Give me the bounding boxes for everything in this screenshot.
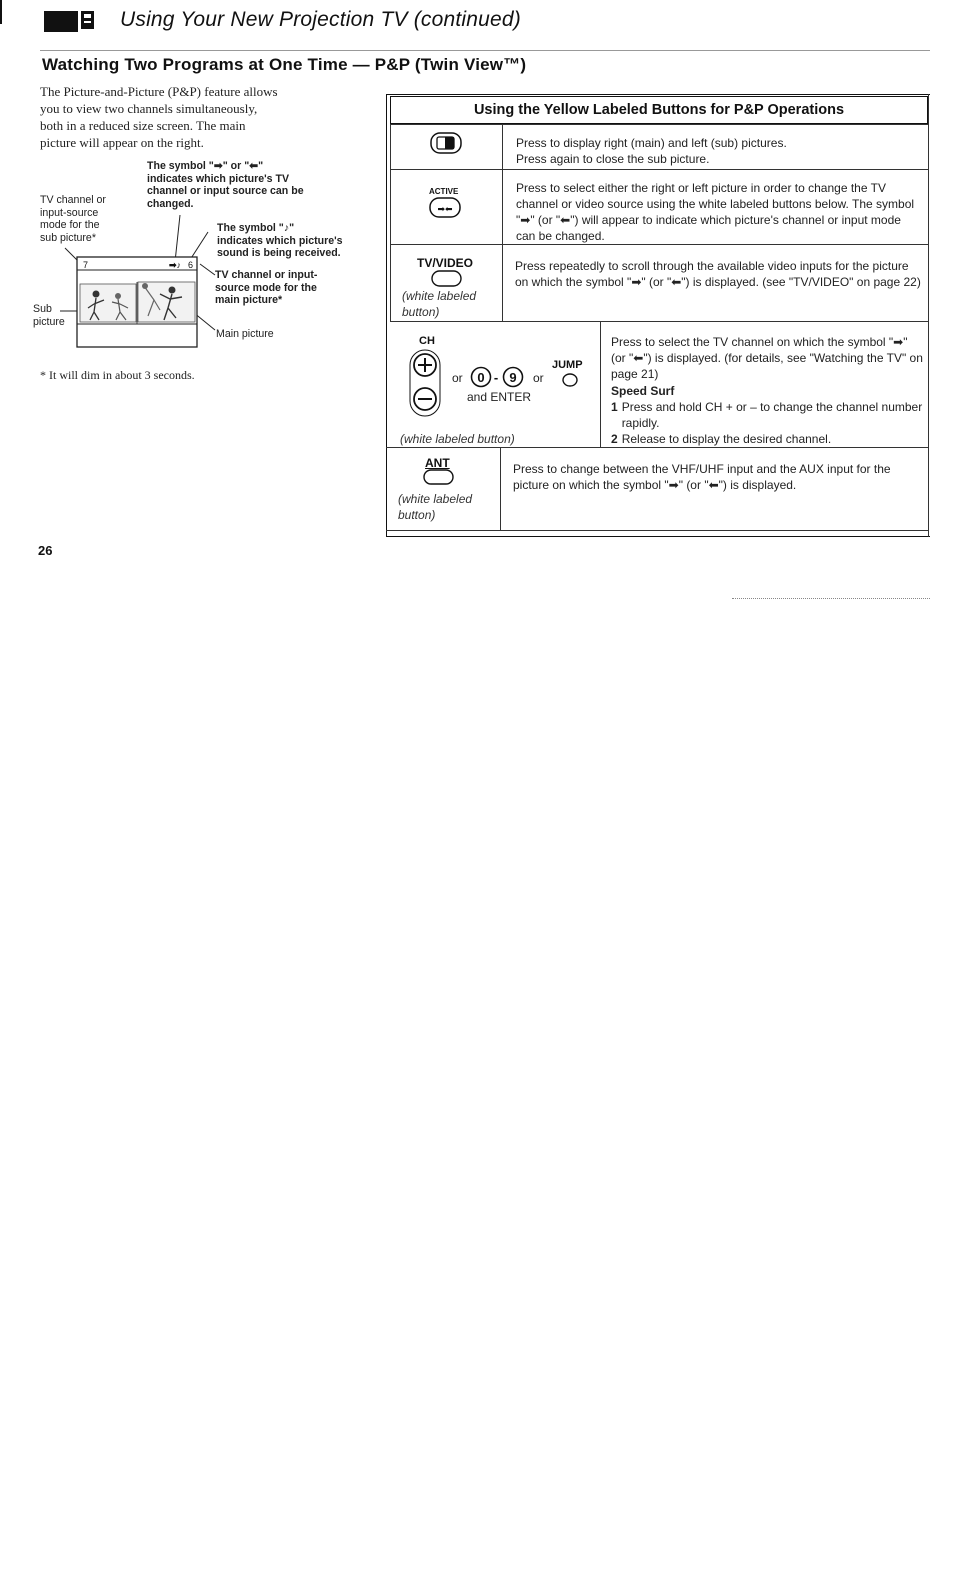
ant-caption: (white labeled button) — [398, 492, 473, 522]
row-divider — [390, 169, 928, 170]
main-channel-number: 6 — [188, 260, 194, 270]
ant-button-label: ANT — [425, 456, 450, 470]
step-text: Press and hold CH + or – to change the channel number rapidly. — [621, 400, 923, 430]
speed-surf-title: Speed Surf — [611, 384, 675, 398]
header-rule — [40, 50, 930, 51]
ch-rocker-icon — [408, 348, 444, 420]
table-title: Using the Yellow Labeled Buttons for P&P Operations — [390, 96, 928, 124]
table-border — [928, 94, 929, 537]
digit-zero: 0 — [477, 370, 485, 385]
jump-button-icon[interactable] — [561, 372, 579, 388]
speed-surf-step — [611, 399, 923, 431]
digit-dash: - — [493, 370, 499, 385]
row-divider — [386, 530, 928, 531]
row-divider — [390, 321, 928, 322]
column-divider — [390, 124, 391, 321]
intro-line: The Picture-and-Picture (P&P) feature allows — [40, 84, 278, 99]
label-main-picture: Main picture — [216, 328, 274, 340]
active-button-label: ACTIVE — [429, 187, 459, 196]
label-sound-symbol: The symbol "♪" indicates which picture's sound is being received. — [217, 222, 343, 259]
active-button-icon[interactable] — [429, 197, 461, 219]
tv-video-description: Press repeatedly to scroll through the available video inputs for the picture on which the symbol "➡" (or "⬅") is displayed. (see "TV/VIDEO" on page 22) — [515, 259, 921, 289]
tv-section-icon — [80, 9, 96, 31]
label-sub-picture: Sub picture — [33, 303, 65, 328]
intro-line: both in a reduced size screen. The main — [40, 118, 246, 133]
and-enter-text: and ENTER — [467, 390, 532, 404]
pip-line: Press to display right (main) and left (sub) pictures. — [516, 136, 787, 150]
row-divider — [390, 124, 928, 125]
column-divider — [500, 447, 501, 530]
jump-button-label: JUMP — [552, 359, 583, 371]
ch-caption: (white labeled button) — [400, 432, 515, 446]
page-edge-marker — [0, 0, 2, 24]
intro-paragraph — [40, 83, 340, 151]
svg-text:➡⬅: ➡⬅ — [437, 205, 453, 215]
tv-video-caption: (white labeled button) — [402, 289, 477, 319]
ant-description: Press to change between the VHF/UHF input and the AUX input for the picture on which the symbol "➡" (or "⬅") is displayed. — [513, 462, 891, 492]
footnote: * It will dim in about 3 seconds. — [40, 368, 195, 382]
active-description: Press to select either the right or left picture in order to change the TV channel or video source using the white labeled buttons below. The symbol "➡" (or "⬅") will appear to indicate which picture's channel or input mode can be changed. — [516, 181, 915, 243]
tv-video-button-label: TV/VIDEO — [417, 256, 474, 270]
intro-line: you to view two channels simultaneously, — [40, 101, 258, 116]
pip-line: Press again to close the sub picture. — [516, 152, 710, 166]
section-title: Watching Two Programs at One Time — P&P (Twin View™) — [42, 55, 527, 74]
scan-artifact-line — [732, 598, 930, 599]
page-header-title: Using Your New Projection TV (continued) — [120, 8, 521, 31]
ch-text: Press to select the TV channel on which the symbol "➡" (or "⬅") is displayed. (for details, see "Watching the TV" on page 21) — [611, 335, 923, 381]
digit-nine: 9 — [509, 370, 517, 385]
pip-button-icon[interactable] — [430, 132, 462, 154]
column-divider — [600, 321, 601, 447]
ch-button-label: CH — [419, 335, 435, 347]
step-text: Release to display the desired channel. — [621, 432, 832, 446]
row-divider — [390, 244, 928, 245]
pip-description — [516, 135, 921, 167]
ch-or-text: or — [452, 371, 463, 385]
pip-screen-diagram — [60, 200, 230, 355]
step-number: 2 — [611, 432, 618, 446]
sub-channel-number: 7 — [83, 260, 89, 270]
ant-button-icon[interactable] — [423, 469, 455, 486]
label-main-mode: TV channel or input- source mode for the main picture* — [215, 269, 318, 306]
digit-buttons-icon[interactable] — [470, 365, 528, 389]
active-arrow-icon: ➡♪ — [169, 260, 182, 270]
ch-description — [611, 334, 923, 447]
tv-video-button-icon[interactable] — [431, 270, 463, 288]
step-number: 1 — [611, 400, 618, 414]
label-symbol-tv: The symbol "➡" or "⬅" indicates which picture's TV channel or input source can be changed. — [147, 160, 304, 210]
column-divider — [502, 124, 503, 321]
intro-line: picture will appear on the right. — [40, 135, 204, 150]
ch-or-text-2: or — [533, 371, 544, 385]
speed-surf-step — [611, 431, 923, 447]
row-divider — [386, 447, 928, 448]
page-number: 26 — [38, 543, 53, 558]
header-block-icon — [44, 11, 78, 32]
label-sub-mode: TV channel or input-source mode for the sub picture* — [40, 194, 106, 244]
